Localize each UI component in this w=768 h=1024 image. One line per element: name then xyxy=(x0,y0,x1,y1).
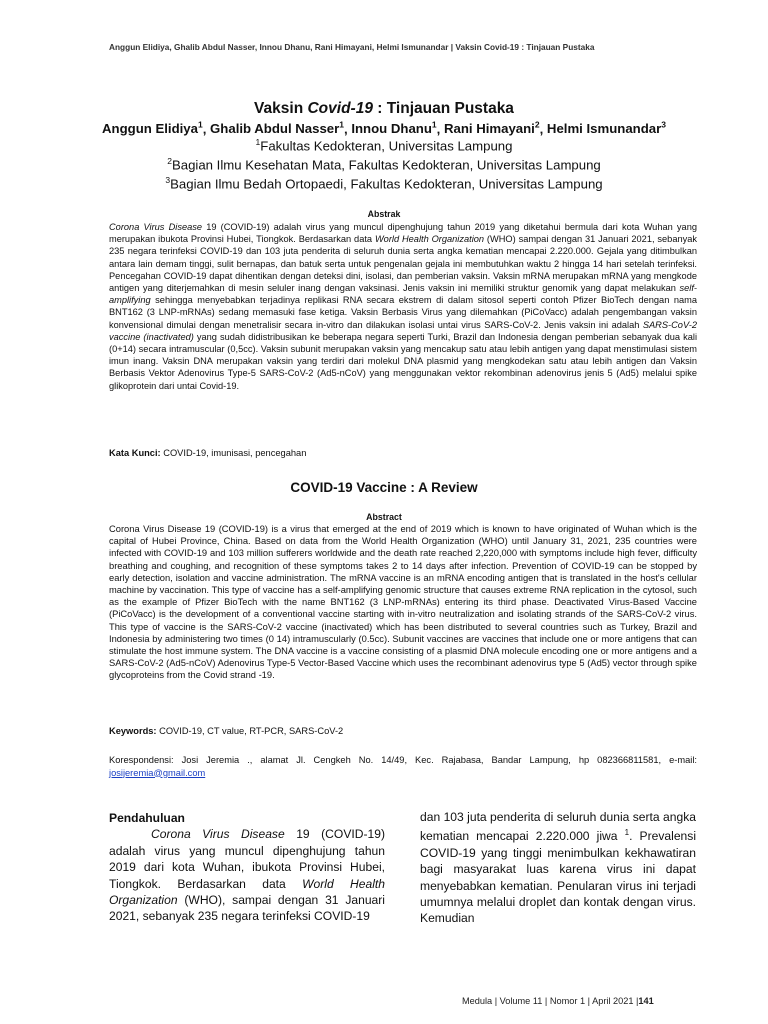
section-heading: Pendahuluan xyxy=(109,811,185,825)
email-link[interactable]: josijeremia@gmail.com xyxy=(109,767,206,778)
intro-left-column xyxy=(109,810,385,925)
abstract-body: Corona Virus Disease 19 (COVID-19) is a virus that emerged at the end of 2019 which is known to have originated of Wuhan which is the capital of Hubei Province, China. Based on data from the World Health Organization (WHO) until January 31, 2021, 235 countries were infected with COVID-19 and 103 million sufferers worldwide and the death rate reached 2,220,000 with symptoms include high fever, difficulty breathing and coughing, and recognition of these symptoms takes 2 to 14 days after infection. Prevention of COVID-19 can be stopped by early detection, isolation and vaccine administration. The mRNA vaccine is an mRNA encoding antigen that is translated in the host's cellular machine by vaccination. This type of vaccine has a self-amplifying genomic structure that causes extreme RNA replication in the cytosol, such as the example of Pfizer BioTech with the name BNT162 (3 LNP-mRNAs) entering its third phase. Deactivated Virus-Based Vaccine (PiCoVacc) is the development of a conventional vaccine starting with in-vitro neutralization and isolating strands of the SARS-CoV-2 virus. This type of vaccine is the SARS-CoV-2 vaccine (inactivated) which has been distributed to several countries such as Turkey, Brazil and Indonesia by administering two times (0 14) intramuscularly (0.5cc). Subunit vaccines are vaccines that include one or more antigens that can stimulate the host immune system. The DNA vaccine is a vaccine consisting of a plasmid DNA molecule encoding one or more antigens and a SARS-CoV-2 (Ad5-nCoV) Adenovirus Type-5 Vector-Based Vaccine which uses the recombinant adenovirus type 5 (Ad5) vector through spike glycoproteins from the Covid strand -19. xyxy=(109,524,697,681)
paper-title xyxy=(0,100,768,118)
title-prefix: Vaksin xyxy=(254,100,308,117)
abstract-heading: Abstract xyxy=(366,512,402,522)
title-suffix: : Tinjauan Pustaka xyxy=(372,100,514,117)
english-title: COVID-19 Vaccine : A Review xyxy=(290,480,478,495)
keywords: Keywords: COVID-19, CT value, RT-PCR, SARS-CoV-2 xyxy=(109,726,344,736)
abstrak-heading: Abstrak xyxy=(367,209,401,219)
author-list: Anggun Elidiya$^1$, Ghalib Abdul Nasser$^1$, Innou Dhanu$^1$, Rani Himayani$^2$, Helmi Ismunandar$^3$ xyxy=(102,120,666,137)
author: Helmi Ismunandar$^3$ xyxy=(546,120,666,137)
intro-continued-paragraph: dan 103 juta penderita di seluruh dunia serta angka kematian mencapai 2.220.000 jiwa $^1$. Prevalensi COVID-19 yang tinggi menimbulkan kekhawatiran bagi masyarakat luas karena virus ini dapat menyebabkan kematian. Penularan virus ini terjadi umumnya melalui droplet dan kontak dengan virus. Kemudian xyxy=(420,810,697,926)
abstrak-body: Corona Virus Disease 19 (COVID-19) adalah virus yang muncul dipenghujung tahun 2019 yang diketahui bermula dari kota Wuhan yang merupakan ibukota Provinsi Hubei, Tiongkok. Berdasarkan data World Health Organization (WHO) sampai dengan 31 Januari 2021, sebanyak 235 negara terinfeksi COVID-19 dan 103 juta penderita di seluruh dunia serta angka kematian mencapai 2.220.000. Gejala yang ditimbulkan antara lain demam tinggi, sulit bernapas, dan batuk serta untuk pengenalan gejala ini membutuhkan waktu 2 hingga 14 hari setelah terinfeksi. Pencegahan COVID-19 dapat dihentikan dengan deteksi dini, isolasi, dan pemberian vaksin. Vaksin mRNA merupakan mRNA yang mengkode antigen yang diterjemahkan di mesin seluler inang dengan vaksinasi. Jenis vaksin ini memiliki struktur genomik yang dapat melakukan self-amplifying sehingga menyebabkan terjadinya replikasi RNA secara ekstrem di dalam sitosol seperti contoh Pfizer BioTech dengan nama BNT162 (3 LNP-mRNAs) sedang memasuki fase ketiga. Vaksin Berbasis Virus yang dilemahkan (PiCoVacc) adalah pengembangan vaksin konvensional dimulai dengan menetralisir secara in-vitro dan dilakukan isolasi untai virus SARS-CoV-2. Jenis vaksin ini adalah SARS-CoV-2 vaccine (inactivated) yang sudah didistribusikan ke beberapa negara seperti Turki, Brazil dan Indonesia dengan pemberian sebanyak dua kali (0+14) secara intramuscular (0,5cc). Vaksin subunit merupakan vaksin yang mencakup satu atau lebih antigen yang dapat menstimulasi sistem imun inang. Vaksin DNA merupakan vaksin yang terdiri dari molekul DNA plasmid yang mengkodekan satu atau lebih antigen dan Vaksin Berbasis Vektor Adenovirus Type-5 SARS-CoV-2 (Ad5-nCoV) yang menggunakan vektor rekombinan adenovirus jenis 5 (Ad5) melalui spike glikoprotein dari untai Covid-19. xyxy=(109,222,698,391)
intro-paragraph: Corona Virus Disease 19 (COVID-19) adalah virus yang muncul dipenghujung tahun 2019 dari kota Wuhan, ibukota Provinsi Hubei, Tiongkok. Berdasarkan data World Health Organization (WHO), sampai dengan 31 Januari 2021, sebanyak 235 negara terinfeksi COVID-19 xyxy=(109,827,386,924)
title-italic: Covid-19 xyxy=(307,100,373,117)
author: Anggun Elidiya$^1$ xyxy=(102,120,203,137)
affiliation-2: $^2$Bagian Ilmu Kesehatan Mata, Fakultas Kedokteran, Universitas Lampung xyxy=(167,156,601,173)
affiliation-3: $^3$Bagian Ilmu Bedah Ortopaedi, Fakultas Kedokteran, Universitas Lampung xyxy=(165,175,603,192)
author: Ghalib Abdul Nasser$^1$ xyxy=(210,120,344,137)
author: Innou Dhanu$^1$ xyxy=(351,120,437,137)
affiliation-1: $^1$Fakultas Kedokteran, Universitas Lampung xyxy=(255,137,513,154)
running-head: Anggun Elidiya, Ghalib Abdul Nasser, Innou Dhanu, Rani Himayani, Helmi Ismunandar | Vaksin Covid-19 : Tinjauan Pustaka xyxy=(109,42,595,52)
kata-kunci: Kata Kunci: COVID-19, imunisasi, pencegahan xyxy=(109,448,307,458)
correspondence: Korespondensi: Josi Jeremia ., alamat Jl. Cengkeh No. 14/49, Kec. Rajabasa, Bandar Lampung, hp 082366811581, e-mail: josijeremia@gmail.com xyxy=(109,755,697,778)
author: Rani Himayani$^2$ xyxy=(443,120,540,137)
intro-right-column xyxy=(420,809,696,927)
page-footer: Medula | Volume 11 | Nomor 1 | April 2021 |141 xyxy=(462,996,654,1006)
